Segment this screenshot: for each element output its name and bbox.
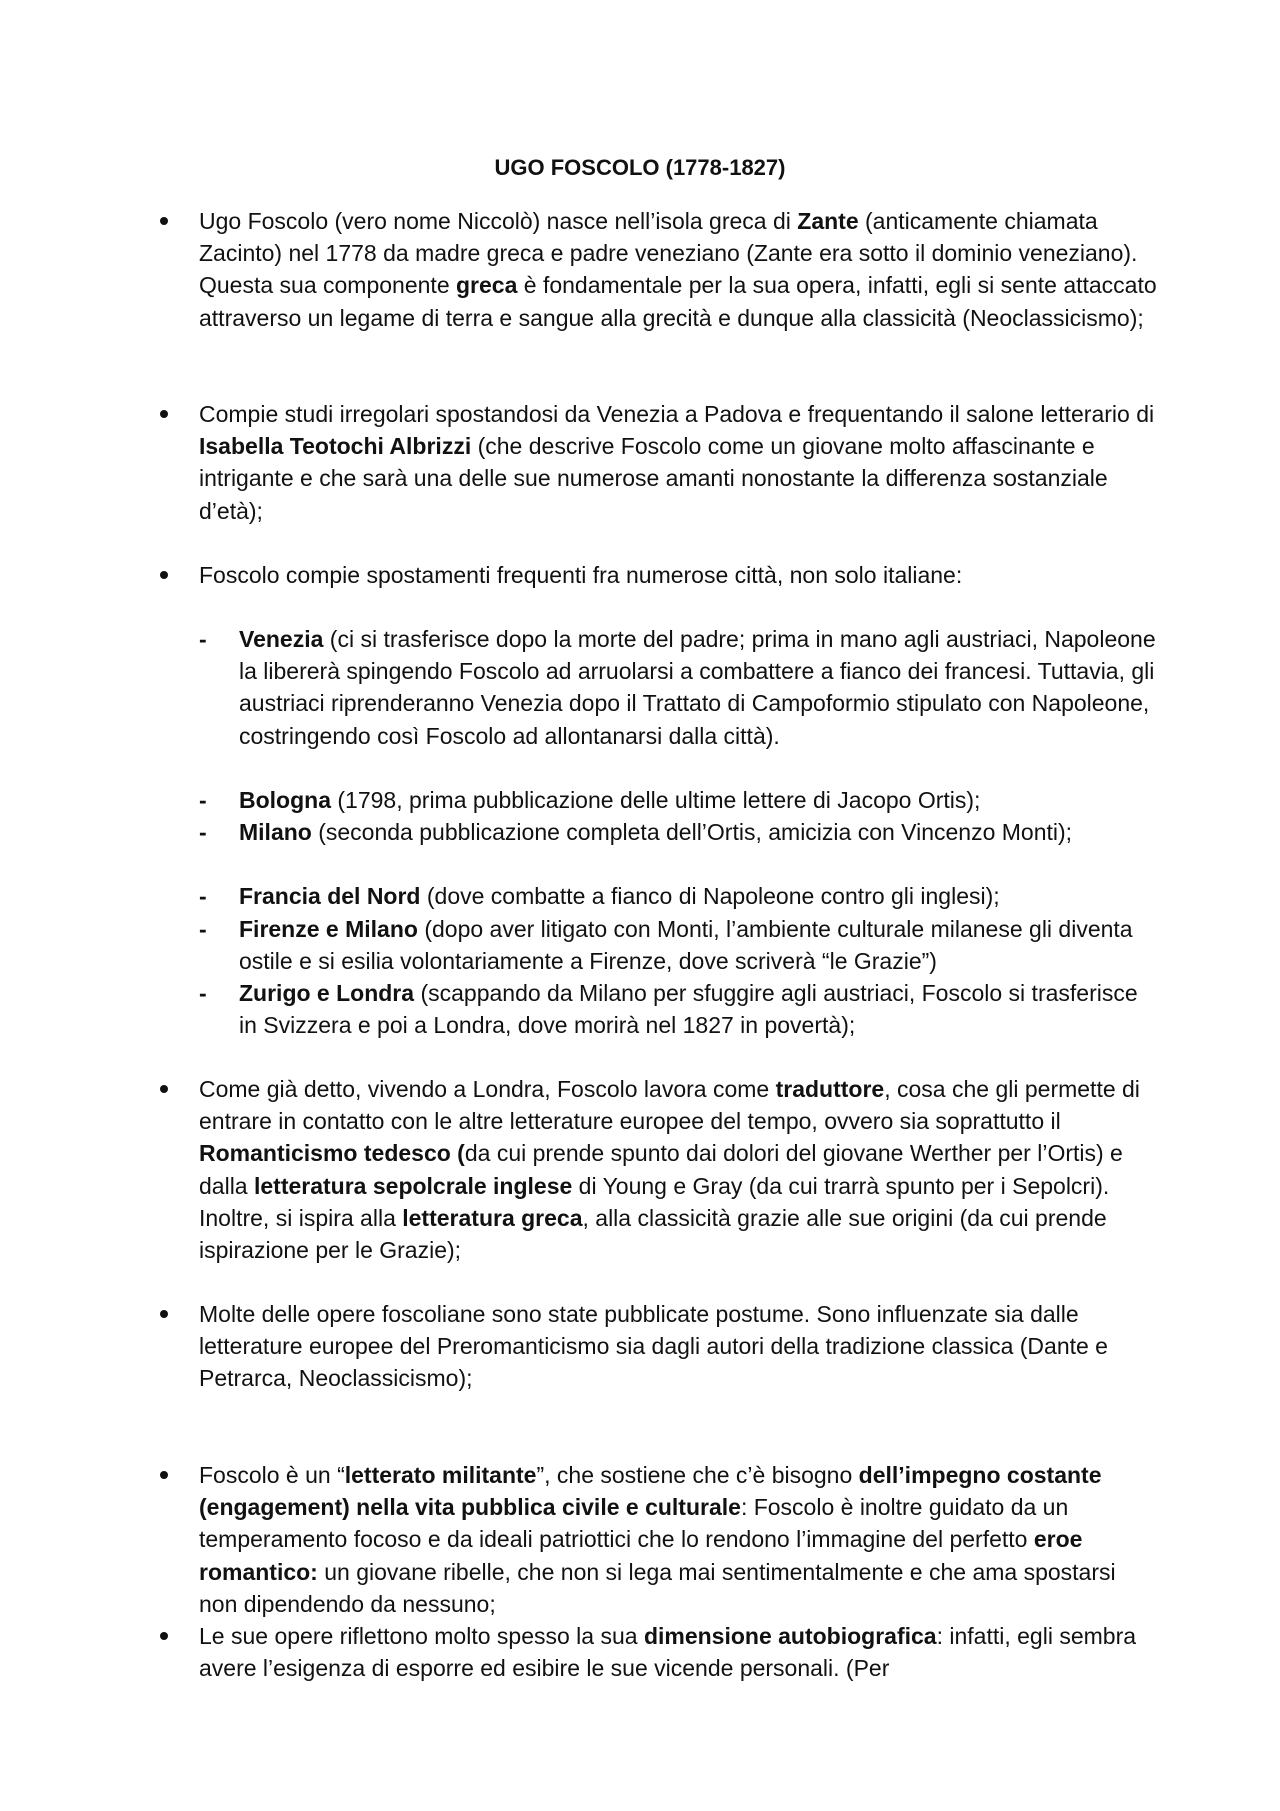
bold-run: Venezia bbox=[239, 626, 324, 652]
bullet-item-autobiographical bbox=[160, 1620, 1160, 1684]
sub-list-text bbox=[239, 880, 1159, 912]
sub-list-item bbox=[199, 880, 1159, 912]
sub-list-item bbox=[199, 623, 1159, 752]
bullet-dot-icon bbox=[160, 1632, 168, 1640]
bold-run: Bologna bbox=[239, 787, 331, 813]
document-title: UGO FOSCOLO (1778-1827) bbox=[494, 155, 786, 180]
sub-list-item bbox=[199, 816, 1159, 848]
text-run: di Young e Gray (da cui trarrà spunto per i Sepolcri). Inoltre, si ispira alla bbox=[199, 1172, 1110, 1231]
bullet-text: Foscolo compie spostamenti frequenti fra numerose città, non solo italiane: bbox=[199, 562, 963, 588]
sub-list-text bbox=[239, 816, 1159, 848]
bullet-dot-icon bbox=[160, 1310, 168, 1318]
text-run: , cosa che gli permette di entrare in contatto con le altre letterature europee del tempo, ovvero sia soprattutto il bbox=[199, 1076, 1140, 1135]
text-run: Foscolo è un “ bbox=[199, 1462, 345, 1488]
dash-bullet: - bbox=[199, 980, 207, 1006]
text-run: (1798, prima pubblicazione delle ultime lettere di Jacopo Ortis); bbox=[331, 787, 981, 813]
dash-bullet: - bbox=[199, 883, 207, 909]
bullet-text bbox=[199, 1459, 1160, 1620]
text-run: : Foscolo è inoltre guidato da un temperamento focoso e da ideali patriottici che lo rendono l’immagine del perfetto bbox=[199, 1494, 1069, 1553]
bullet-text bbox=[199, 205, 1160, 334]
bullet-text bbox=[199, 398, 1160, 527]
bold-run: Zante bbox=[797, 208, 859, 234]
bullet-text: Molte delle opere foscoliane sono state pubblicate postume. Sono influenzate sia dalle letterature europee del Preromanticismo sia dagli autori della tradizione classica (Dante e Petrarca, Neoclassicismo); bbox=[199, 1301, 1108, 1392]
bullet-dot-icon bbox=[160, 410, 168, 418]
bullet-dot-icon bbox=[160, 217, 168, 225]
text-run: un giovane ribelle, che non si lega mai sentimentalmente e che ama spostarsi non dipendendo da nessuno; bbox=[199, 1558, 1116, 1617]
bullet-item-travels bbox=[160, 559, 1160, 591]
bold-run: Francia del Nord bbox=[239, 883, 421, 909]
bold-run: eroe romantico: bbox=[199, 1526, 1083, 1585]
bullet-dot-icon bbox=[160, 571, 168, 579]
text-run: Come già detto, vivendo a Londra, Foscolo lavora come bbox=[199, 1076, 776, 1102]
dash-bullet: - bbox=[199, 626, 207, 652]
dash-bullet: - bbox=[199, 787, 207, 813]
bold-run: greca bbox=[456, 272, 518, 299]
bullet-item-studies bbox=[160, 398, 1160, 527]
bold-run: letterato militante bbox=[344, 1462, 537, 1488]
bold-run: Isabella Teotochi Albrizzi bbox=[199, 433, 472, 460]
text-run: Le sue opere riflettono molto spesso la sua bbox=[199, 1623, 644, 1649]
text-run: (ci si trasferisce dopo la morte del padre; prima in mano agli austriaci, Napoleone la libererà spingendo Foscolo ad arruolarsi a combattere a fianco dei francesi. Tuttavia, gli austriaci riprenderanno Venezia dopo il Trattato di Campoformio stipulato con Napoleone, costringendo così Foscolo ad allontanarsi dalla città). bbox=[239, 626, 1156, 749]
bullet-item-posthumous bbox=[160, 1298, 1160, 1395]
text-run: : infatti, egli sembra avere l’esigenza di esporre ed esibire le sue vicende personali. (Per bbox=[199, 1623, 1137, 1682]
text-run: , alla classicità grazie alle sue origini (da cui prende ispirazione per le Grazie); bbox=[199, 1204, 1107, 1264]
sub-list-text bbox=[239, 784, 1159, 816]
sub-list-item bbox=[199, 913, 1159, 977]
bold-run: Milano bbox=[239, 819, 312, 845]
sub-list-text bbox=[239, 977, 1159, 1041]
text-run: Ugo Foscolo (vero nome Niccolò) nasce nell’isola greca di bbox=[199, 208, 798, 234]
dash-bullet: - bbox=[199, 916, 207, 942]
text-run: (seconda pubblicazione completa dell’Ortis, amicizia con Vincenzo Monti); bbox=[311, 819, 1073, 845]
text-run: Compie studi irregolari spostandosi da Venezia a Padova e frequentando il salone letterario di bbox=[199, 401, 1155, 427]
bullet-dot-icon bbox=[160, 1471, 168, 1479]
bold-run: Zurigo e Londra bbox=[239, 980, 415, 1006]
sub-list-text bbox=[239, 623, 1159, 752]
bold-run: Romanticismo tedesco ( bbox=[199, 1140, 465, 1167]
sub-list-item bbox=[199, 784, 1159, 816]
text-run: (dove combatte a fianco di Napoleone contro gli inglesi); bbox=[420, 883, 1000, 909]
text-run: è fondamentale per la sua opera, infatti, egli si sente attaccato attraverso un legame di terra e sangue alla grecità e dunque alla classicità (Neoclassicismo); bbox=[199, 272, 1157, 331]
bold-run: Firenze e Milano bbox=[239, 916, 418, 942]
text-run: ”, che sostiene che c’è bisogno bbox=[536, 1462, 859, 1488]
text-run: (anticamente chiamata Zacinto) nel 1778 da madre greca e padre veneziano (Zante era sotto il dominio veneziano). Questa sua componente bbox=[199, 208, 1138, 299]
dash-bullet: - bbox=[199, 819, 207, 845]
text-run: (dopo aver litigato con Monti, l’ambiente culturale milanese gli diventa ostile e si esilia volontariamente a Firenze, dove scriverà “le Grazie”) bbox=[239, 916, 1133, 975]
bold-run: letteratura sepolcrale inglese bbox=[253, 1172, 573, 1199]
sub-list-text bbox=[239, 913, 1159, 977]
bullet-item-origins bbox=[160, 205, 1160, 334]
bullet-text bbox=[199, 1073, 1160, 1266]
bold-run: traduttore bbox=[775, 1076, 885, 1102]
bold-run: dimensione autobiografica bbox=[643, 1623, 937, 1649]
bold-run: letteratura greca bbox=[402, 1204, 583, 1231]
text-run: (che descrive Foscolo come un giovane molto affascinante e intrigante e che sarà una delle sue numerose amanti nonostante la differenza sostanziale d’età); bbox=[199, 433, 1108, 524]
sub-list-item bbox=[199, 977, 1159, 1041]
bullet-text bbox=[199, 1620, 1160, 1684]
bullet-dot-icon bbox=[160, 1085, 168, 1093]
text-run: da cui prende spunto dai dolori del giovane Werther per l’Ortis) e dalla bbox=[199, 1140, 1123, 1199]
text-run: (scappando da Milano per sfuggire agli austriaci, Foscolo si trasferisce in Svizzera e poi a Londra, dove morirà nel 1827 in povertà); bbox=[239, 980, 1138, 1039]
bullet-item-militant bbox=[160, 1459, 1160, 1620]
bold-run: dell’impegno costante (engagement) nella vita pubblica civile e culturale bbox=[199, 1462, 1102, 1521]
bullet-item-translator bbox=[160, 1073, 1160, 1266]
